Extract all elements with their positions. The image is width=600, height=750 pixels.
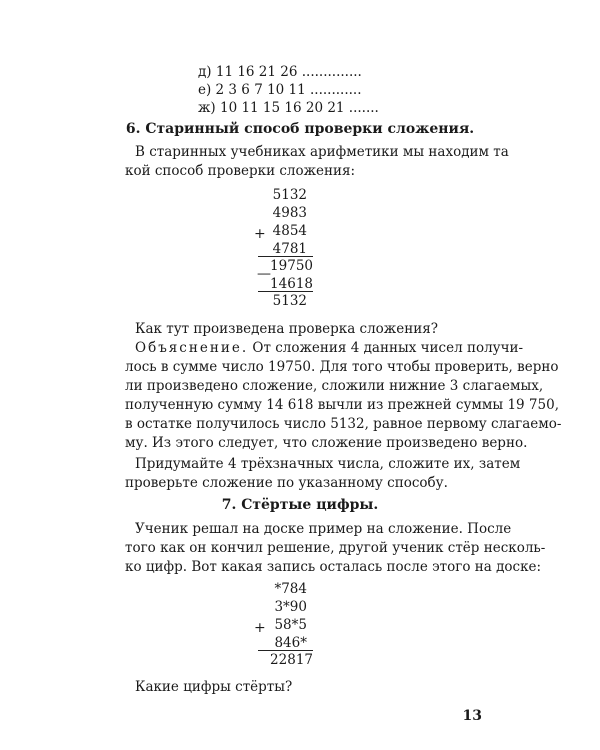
calc-addend: 4781: [272, 241, 307, 257]
explanation-line: му. Из этого следует, что сложение произведено верно.: [125, 435, 528, 451]
section-7-line-1: Ученик решал на доске пример на сложение. После: [135, 521, 512, 537]
calc-sum: 19750: [270, 258, 313, 274]
task-line-1: Придумайте 4 трёхзначных числа, сложите их, затем: [135, 456, 521, 472]
section-7-question: Какие цифры стёрты?: [135, 679, 293, 695]
calc-addend: 4854: [272, 223, 307, 239]
calc-addend: 58*5: [274, 617, 307, 633]
calc-addend: 846*: [274, 635, 307, 651]
calc-addend: 4983: [272, 205, 307, 221]
explanation-line: полученную сумму 14 618 вычли из прежней суммы 19 750,: [125, 397, 559, 413]
minus-sign: —: [257, 266, 271, 282]
explanation-text: От сложения 4 данных чисел получи-: [252, 340, 524, 356]
plus-sign: +: [254, 620, 266, 636]
calc-addend: *784: [274, 581, 307, 597]
task-line-2: проверьте сложение по указанному способу.: [125, 475, 448, 491]
sequence-e: е) 2 3 6 7 10 11 ............: [198, 82, 362, 98]
section-6-title: 6. Старинный способ проверки сложения.: [125, 121, 475, 137]
sequence-zh: ж) 10 11 15 16 20 21 .......: [198, 100, 379, 116]
calc-addend: 3*90: [274, 599, 307, 615]
section-6-intro-line-2: кой способ проверки сложения:: [125, 163, 356, 179]
page-number: 13: [462, 708, 482, 724]
explanation-line: в остатке получилось число 5132, равное первому слагаемо-: [125, 416, 562, 432]
calc-result: 5132: [272, 293, 307, 309]
sequence-d: д) 11 16 21 26 ..............: [198, 64, 362, 80]
explanation-line: ли произведено сложение, сложили нижние 3 слагаемых,: [125, 378, 544, 394]
explanation-line: лось в сумме число 19750. Для того чтобы проверить, верно: [125, 359, 559, 375]
calc-subtrahend: 14618: [270, 276, 313, 292]
section-7-title: 7. Стёртые цифры.: [221, 497, 379, 513]
section-6-question: Как тут произведена проверка сложения?: [135, 321, 438, 337]
plus-sign: +: [254, 226, 266, 242]
explanation-label: Объяснение.: [135, 340, 249, 356]
section-7-line-3: ко цифр. Вот какая запись осталась после этого на доске:: [125, 559, 542, 575]
calc-top-number: 5132: [272, 187, 307, 203]
section-7-line-2: того как он кончил решение, другой ученик стёр несколь-: [125, 540, 546, 556]
explanation-line-1: [135, 339, 524, 358]
section-6-intro-line-1: В старинных учебниках арифметики мы находим та: [135, 144, 509, 160]
calc-sum: 22817: [270, 652, 313, 668]
